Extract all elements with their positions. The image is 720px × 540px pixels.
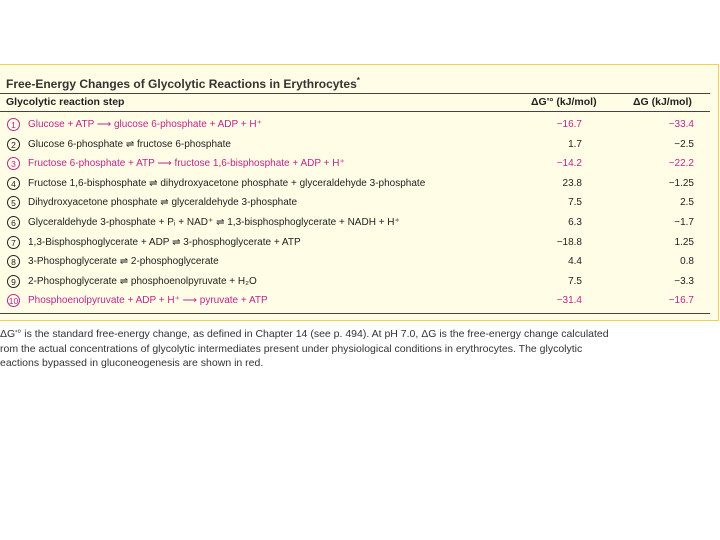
table-body	[0, 115, 719, 311]
free-energy-value: −22.2	[668, 158, 694, 170]
footnote-line-1: ΔG'° is the standard free-energy change, as defined in Chapter 14 (see p. 494). At pH 7.0, ΔG is the free-energy change calculated	[0, 328, 609, 340]
reaction-equation: Dihydroxyacetone phosphate ⇌ glyceraldehyde 3-phosphate	[28, 197, 298, 209]
standard-free-energy-value: −16.7	[556, 119, 582, 130]
table-row	[0, 154, 719, 174]
standard-free-energy-value: 23.8	[562, 177, 582, 189]
footnote-line-2: rom the actual concentrations of glycolytic intermediates present under physiological conditions in erythrocytes. The glycolytic	[0, 342, 583, 355]
reaction-equation: Fructose 1,6-bisphosphate ⇌ dihydroxyacetone phosphate + glyceraldehyde 3-phosphate	[28, 177, 426, 189]
table-bottom-rule	[0, 313, 710, 314]
table-row	[0, 135, 719, 155]
step-number-badge: 10	[8, 296, 19, 307]
reaction-equation: Fructose 6-phosphate + ATP ⟶ fructose 1,6-bisphosphate + ADP + H⁺	[28, 158, 345, 170]
table-title-footnote-mark: *	[356, 76, 360, 85]
standard-free-energy-value: 4.4	[568, 256, 582, 268]
step-number-badge: 6	[7, 216, 20, 229]
free-energy-value: 0.8	[680, 256, 694, 268]
free-energy-value: −1.25	[668, 177, 694, 189]
reaction-equation: 1,3-Bisphosphoglycerate + ADP ⇌ 3-phosphoglycerate + ATP	[28, 236, 301, 248]
free-energy-value: −33.4	[668, 119, 694, 130]
table-row	[0, 174, 719, 194]
column-header-step: Glycolytic reaction step	[6, 96, 125, 108]
footnote-line-3: eactions bypassed in gluconeogenesis are shown in red.	[0, 357, 264, 369]
step-number-badge: 2	[7, 138, 20, 151]
step-number-badge: 7	[7, 236, 20, 249]
table-top-rule	[0, 93, 710, 94]
table-row	[0, 291, 719, 311]
table-row	[0, 233, 719, 253]
free-energy-value: −2.5	[674, 138, 694, 150]
step-number-badge: 9	[7, 275, 20, 288]
column-header-free-energy: ΔG (kJ/mol)	[633, 96, 692, 108]
reaction-equation: Glyceraldehyde 3-phosphate + Pᵢ + NAD⁺ ⇌ 1,3-bisphosphoglycerate + NADH + H⁺	[28, 216, 400, 228]
standard-free-energy-value: −31.4	[556, 295, 582, 307]
step-number-badge: 3	[7, 157, 20, 170]
table-title	[6, 76, 360, 91]
reaction-equation: Glucose + ATP ⟶ glucose 6-phosphate + ADP + H⁺	[28, 119, 262, 130]
column-header-standard-free-energy: ΔG'° (kJ/mol)	[531, 96, 597, 108]
table-footnote	[0, 327, 712, 371]
step-number-badge: 4	[7, 177, 20, 190]
table-row	[0, 115, 719, 135]
step-number-badge: 5	[7, 196, 20, 209]
table-header-rule	[0, 111, 710, 112]
standard-free-energy-value: −18.8	[556, 236, 582, 248]
standard-free-energy-value: −14.2	[556, 158, 582, 170]
step-number-badge: 8	[7, 255, 20, 268]
step-number-badge: 1	[7, 118, 20, 131]
free-energy-value: −16.7	[668, 295, 694, 307]
standard-free-energy-value: 7.5	[568, 275, 582, 287]
reaction-equation: Glucose 6-phosphate ⇌ fructose 6-phosphate	[28, 138, 231, 150]
free-energy-value: −3.3	[674, 275, 694, 287]
standard-free-energy-value: 7.5	[568, 197, 582, 209]
table-row	[0, 272, 719, 292]
reaction-equation: 2-Phosphoglycerate ⇌ phosphoenolpyruvate + H₂O	[28, 275, 257, 287]
free-energy-value: 2.5	[680, 197, 694, 209]
free-energy-value: −1.7	[674, 216, 694, 228]
reaction-equation: Phosphoenolpyruvate + ADP + H⁺ ⟶ pyruvate + ATP	[28, 295, 268, 307]
table-row	[0, 193, 719, 213]
reaction-equation: 3-Phosphoglycerate ⇌ 2-phosphoglycerate	[28, 256, 219, 268]
table-row	[0, 252, 719, 272]
table-title-text: Free-Energy Changes of Glycolytic Reactions in Erythrocytes	[6, 77, 357, 91]
standard-free-energy-value: 6.3	[568, 216, 582, 228]
standard-free-energy-value: 1.7	[568, 138, 582, 150]
table-row	[0, 213, 719, 233]
free-energy-value: 1.25	[674, 236, 694, 248]
glycolysis-free-energy-table	[0, 64, 719, 321]
